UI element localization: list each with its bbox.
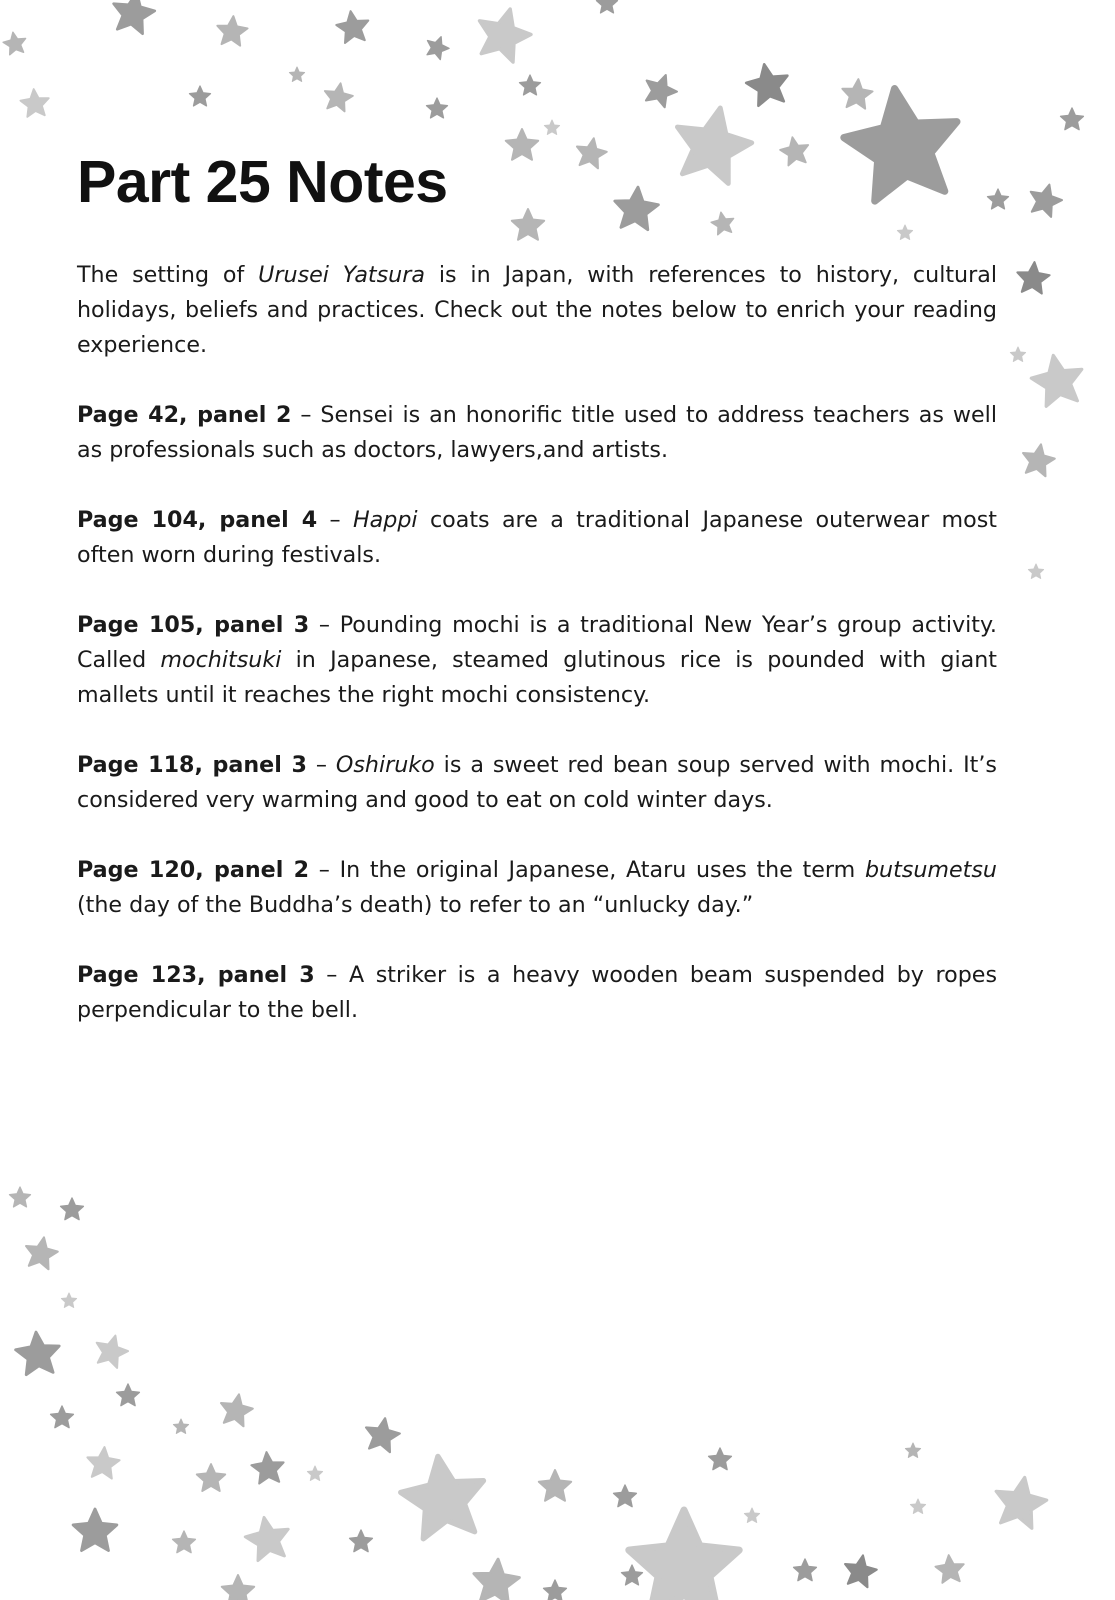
star-icon <box>935 1555 963 1583</box>
note-text: is a sweet red bean soup served with mochi. It’s considered very warming and good to eat on cold winter days. <box>77 752 997 813</box>
star-icon <box>26 1237 58 1269</box>
intro-paragraph <box>77 258 997 363</box>
note-reference: Page 42, panel 2 <box>77 402 292 428</box>
star-icon <box>520 75 541 95</box>
note-text: A striker is a heavy wooden beam suspended by ropes perpendicular to the bell. <box>77 962 997 1023</box>
note-reference: Page 123, panel 3 <box>77 962 315 988</box>
star-icon <box>506 129 538 160</box>
note-item <box>77 853 997 923</box>
star-icon <box>1028 564 1043 579</box>
note-reference: Page 120, panel 2 <box>77 857 310 883</box>
note-term: Happi <box>352 507 418 533</box>
star-icon <box>217 16 247 46</box>
star-icon <box>1023 444 1055 476</box>
star-icon <box>910 1499 925 1514</box>
note-item <box>77 608 997 713</box>
notes-body <box>77 258 997 1063</box>
note-dash: – <box>291 402 321 428</box>
note-item <box>77 958 997 1028</box>
star-icon <box>251 1452 283 1484</box>
note-reference: Page 105, panel 3 <box>77 612 310 638</box>
star-icon <box>1010 347 1025 362</box>
star-icon <box>222 1575 254 1600</box>
note-dash: – <box>306 752 336 778</box>
star-icon <box>474 1559 520 1600</box>
star-icon <box>512 209 544 240</box>
star-icon <box>1061 108 1084 130</box>
star-icon <box>597 0 618 13</box>
star-icon <box>780 137 808 165</box>
star-icon <box>73 1509 117 1551</box>
note-term: mochitsuki <box>160 647 282 673</box>
star-icon <box>629 1510 739 1600</box>
star-icon <box>3 32 26 55</box>
star-icon <box>622 1565 643 1585</box>
note-text: coats are a traditional Japanese outerwear most often worn during festivals. <box>77 507 997 568</box>
star-icon <box>996 1477 1046 1528</box>
star-icon <box>677 108 751 184</box>
star-icon <box>845 1555 877 1587</box>
note-reference: Page 118, panel 3 <box>77 752 307 778</box>
note-dash: – <box>309 612 340 638</box>
star-icon <box>117 1384 140 1406</box>
star-icon <box>61 1198 84 1220</box>
star-icon <box>709 1448 732 1470</box>
star-icon <box>366 1418 400 1452</box>
intro-text: The setting of <box>77 262 259 288</box>
note-text: Sensei is an honorific title used to address teachers as well as professionals such as doctors, lawyers,and artists. <box>77 402 997 463</box>
star-icon <box>10 1187 31 1207</box>
note-text: In the original Japanese, Ataru uses the term <box>339 857 865 883</box>
star-icon <box>307 1466 322 1481</box>
star-icon <box>614 1485 637 1507</box>
star-icon <box>97 1336 128 1368</box>
star-icon <box>16 1332 60 1375</box>
star-icon <box>544 1580 567 1600</box>
star-icon <box>905 1443 920 1458</box>
star-icon <box>539 1470 571 1501</box>
star-icon <box>427 98 448 118</box>
star-icon <box>1031 355 1082 406</box>
star-icon <box>51 1406 74 1428</box>
star-icon <box>350 1530 373 1552</box>
note-item <box>77 748 997 818</box>
star-icon <box>744 1508 759 1523</box>
star-icon <box>646 75 677 107</box>
star-icon <box>114 0 155 34</box>
note-dash: – <box>314 962 349 988</box>
note-dash: – <box>317 507 353 533</box>
star-icon <box>173 1419 188 1434</box>
star-icon <box>20 89 48 117</box>
star-icon <box>1031 185 1062 217</box>
star-icon <box>336 11 368 43</box>
note-text: Pounding mochi is a traditional New Year’s group activity. Called <box>77 612 997 673</box>
star-icon <box>794 1559 817 1581</box>
intro-italic: Urusei Yatsura <box>258 262 425 288</box>
star-icon <box>480 9 532 62</box>
star-icon <box>221 1394 253 1426</box>
star-icon <box>615 187 659 230</box>
note-text: in Japanese, steamed glutinous rice is pounded with giant mallets until it reaches the right mochi consistency. <box>77 647 997 708</box>
star-icon <box>711 212 734 235</box>
star-icon <box>842 79 872 109</box>
note-item <box>77 503 997 573</box>
intro-text: is in Japan, with references to history, cultural holidays, beliefs and practices. Check out the notes below to enrich your reading experience. <box>77 262 997 358</box>
note-text: (the day of the Buddha’s death) to refer to an “unlucky day.” <box>77 892 754 918</box>
star-icon <box>173 1531 196 1553</box>
note-reference: Page 104, panel 4 <box>77 507 318 533</box>
star-icon <box>197 1464 226 1491</box>
star-icon <box>746 64 787 106</box>
star-icon <box>325 83 353 111</box>
note-dash: – <box>309 857 340 883</box>
star-icon <box>401 1456 484 1538</box>
star-icon <box>897 225 912 240</box>
star-icon <box>245 1517 288 1560</box>
note-item <box>77 398 997 468</box>
star-icon <box>988 189 1009 209</box>
star-icon <box>427 37 449 60</box>
note-term: butsumetsu <box>864 857 997 883</box>
star-icon <box>61 1293 76 1308</box>
star-icon <box>289 67 304 82</box>
star-icon <box>544 120 559 135</box>
star-icon <box>190 86 211 106</box>
star-icon <box>87 1447 119 1479</box>
star-icon <box>577 138 607 168</box>
star-icon <box>1017 262 1049 294</box>
page-title: Part 25 Notes <box>77 149 448 215</box>
note-term: Oshiruko <box>335 752 435 778</box>
